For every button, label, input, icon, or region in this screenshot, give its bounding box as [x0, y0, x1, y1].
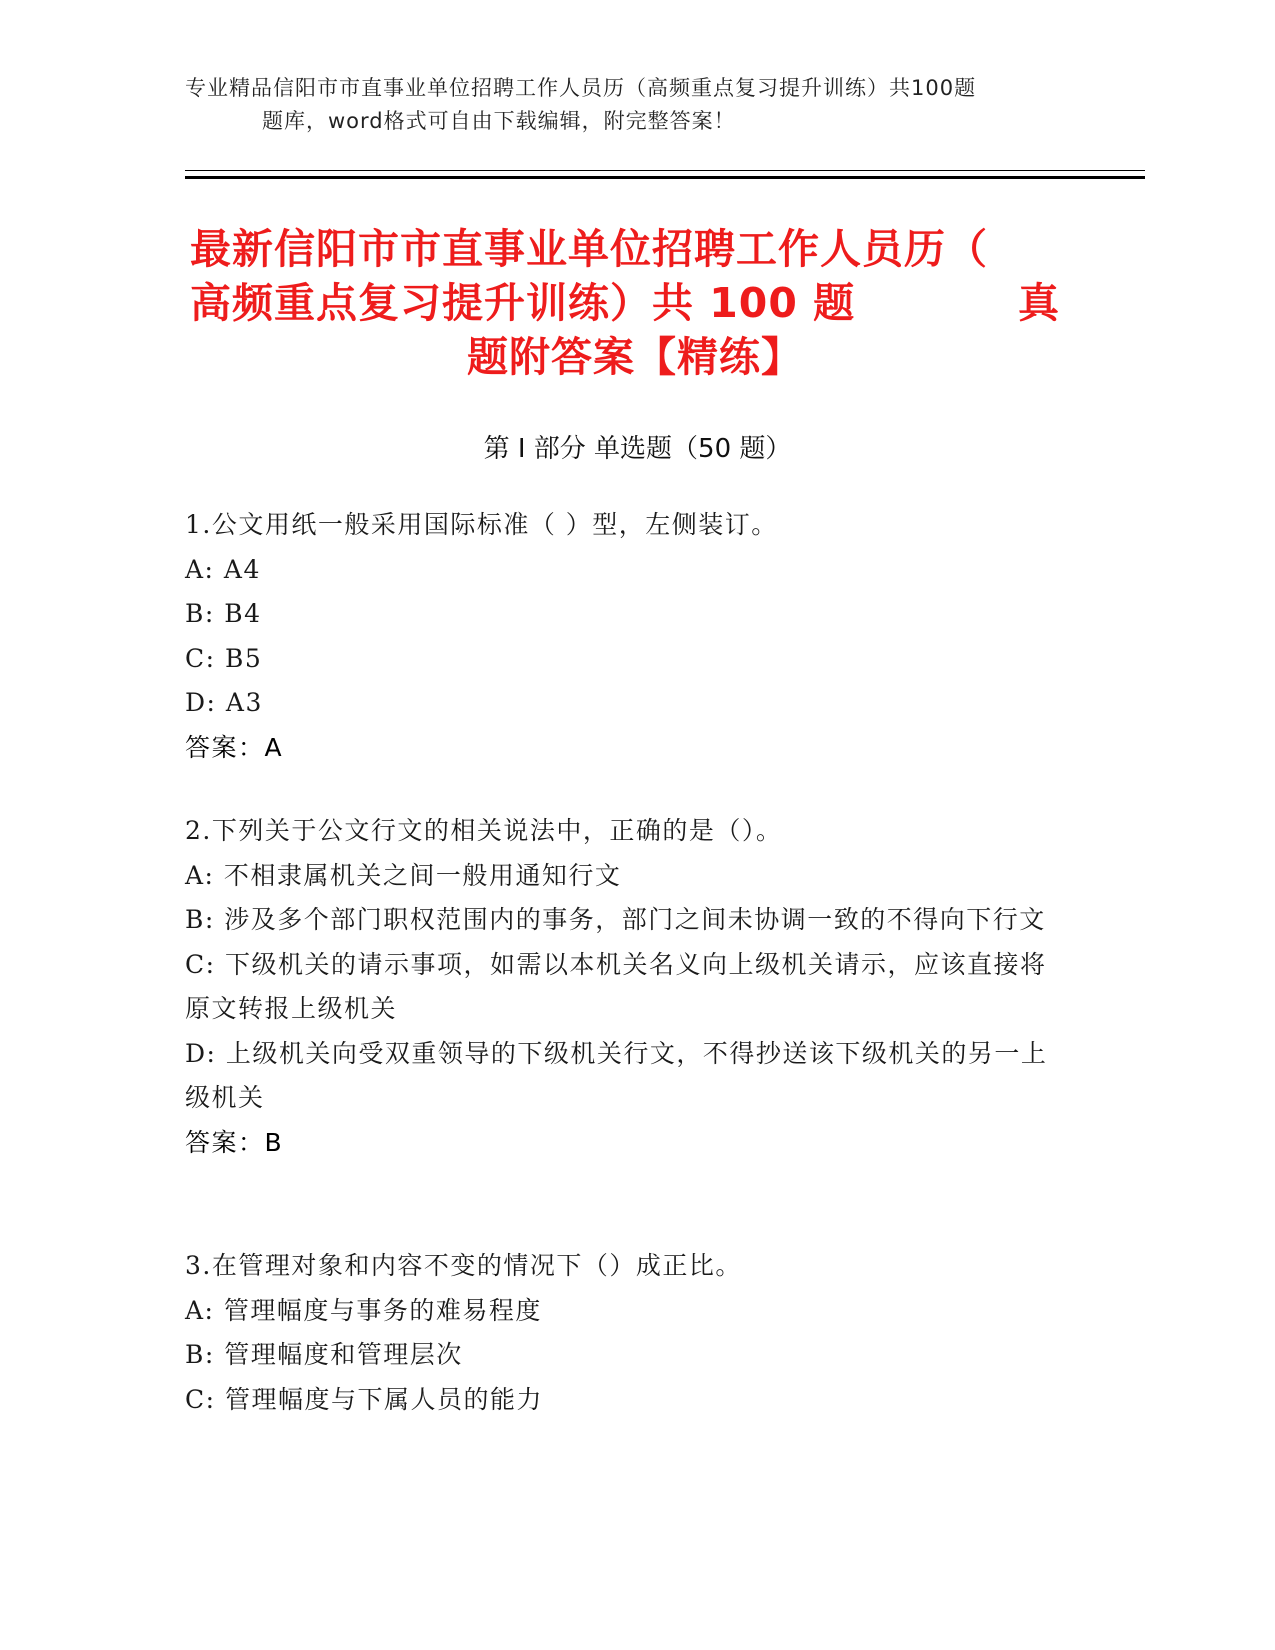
question-stem: 2.下列关于公文行文的相关说法中，正确的是（）。 — [185, 816, 783, 845]
question-3 — [185, 1244, 1065, 1422]
header-note-line-2: 题库，word格式可自由下载编辑，附完整答案！ — [262, 109, 736, 133]
answer: 答案：A — [185, 732, 284, 762]
document-title-line-2-left: 高频重点复习提升训练）共 100 题 — [190, 279, 856, 327]
answer: 答案：B — [185, 1127, 284, 1157]
option-a: A: 不相隶属机关之间一般用通知行文 — [185, 860, 622, 890]
option-c: C: B5 — [185, 643, 263, 673]
option-b: B: 管理幅度和管理层次 — [185, 1340, 463, 1369]
header-divider-thin — [185, 170, 1145, 171]
document-title-line-2 — [190, 276, 1080, 330]
question-1 — [185, 503, 1065, 770]
question-2 — [185, 809, 1065, 1165]
document-title-line-2-right: 真 — [1018, 279, 1060, 327]
option-a: A: A4 — [185, 554, 261, 584]
question-stem: 3.在管理对象和内容不变的情况下（）成正比。 — [185, 1251, 742, 1280]
header-divider-thick — [185, 176, 1145, 179]
section-heading: 第 I 部分 单选题（50 题） — [483, 434, 792, 464]
document-title — [190, 222, 1080, 384]
header-note — [185, 72, 1085, 138]
header-note-line-1: 专业精品信阳市市直事业单位招聘工作人员历（高频重点复习提升训练）共100题 — [185, 76, 977, 100]
document-title-line-1: 最新信阳市市直事业单位招聘工作人员历（ — [190, 225, 988, 273]
question-stem: 1.公文用纸一般采用国际标准（ ）型，左侧装订。 — [185, 510, 778, 539]
option-c: C: 下级机关的请示事项，如需以本机关名义向上级机关请示，应该直接将原文转报上级机关 — [185, 949, 1047, 1023]
option-b: B: 涉及多个部门职权范围内的事务，部门之间未协调一致的不得向下行文 — [185, 905, 1046, 934]
option-d: D: A3 — [185, 688, 263, 717]
option-b: B: B4 — [185, 599, 262, 628]
option-c: C: 管理幅度与下属人员的能力 — [185, 1384, 543, 1414]
document-title-line-3: 题附答案【精练】 — [467, 333, 803, 381]
option-a: A: 管理幅度与事务的难易程度 — [185, 1295, 542, 1325]
option-d: D: 上级机关向受双重领导的下级机关行文，不得抄送该下级机关的另一上级机关 — [185, 1038, 1048, 1112]
